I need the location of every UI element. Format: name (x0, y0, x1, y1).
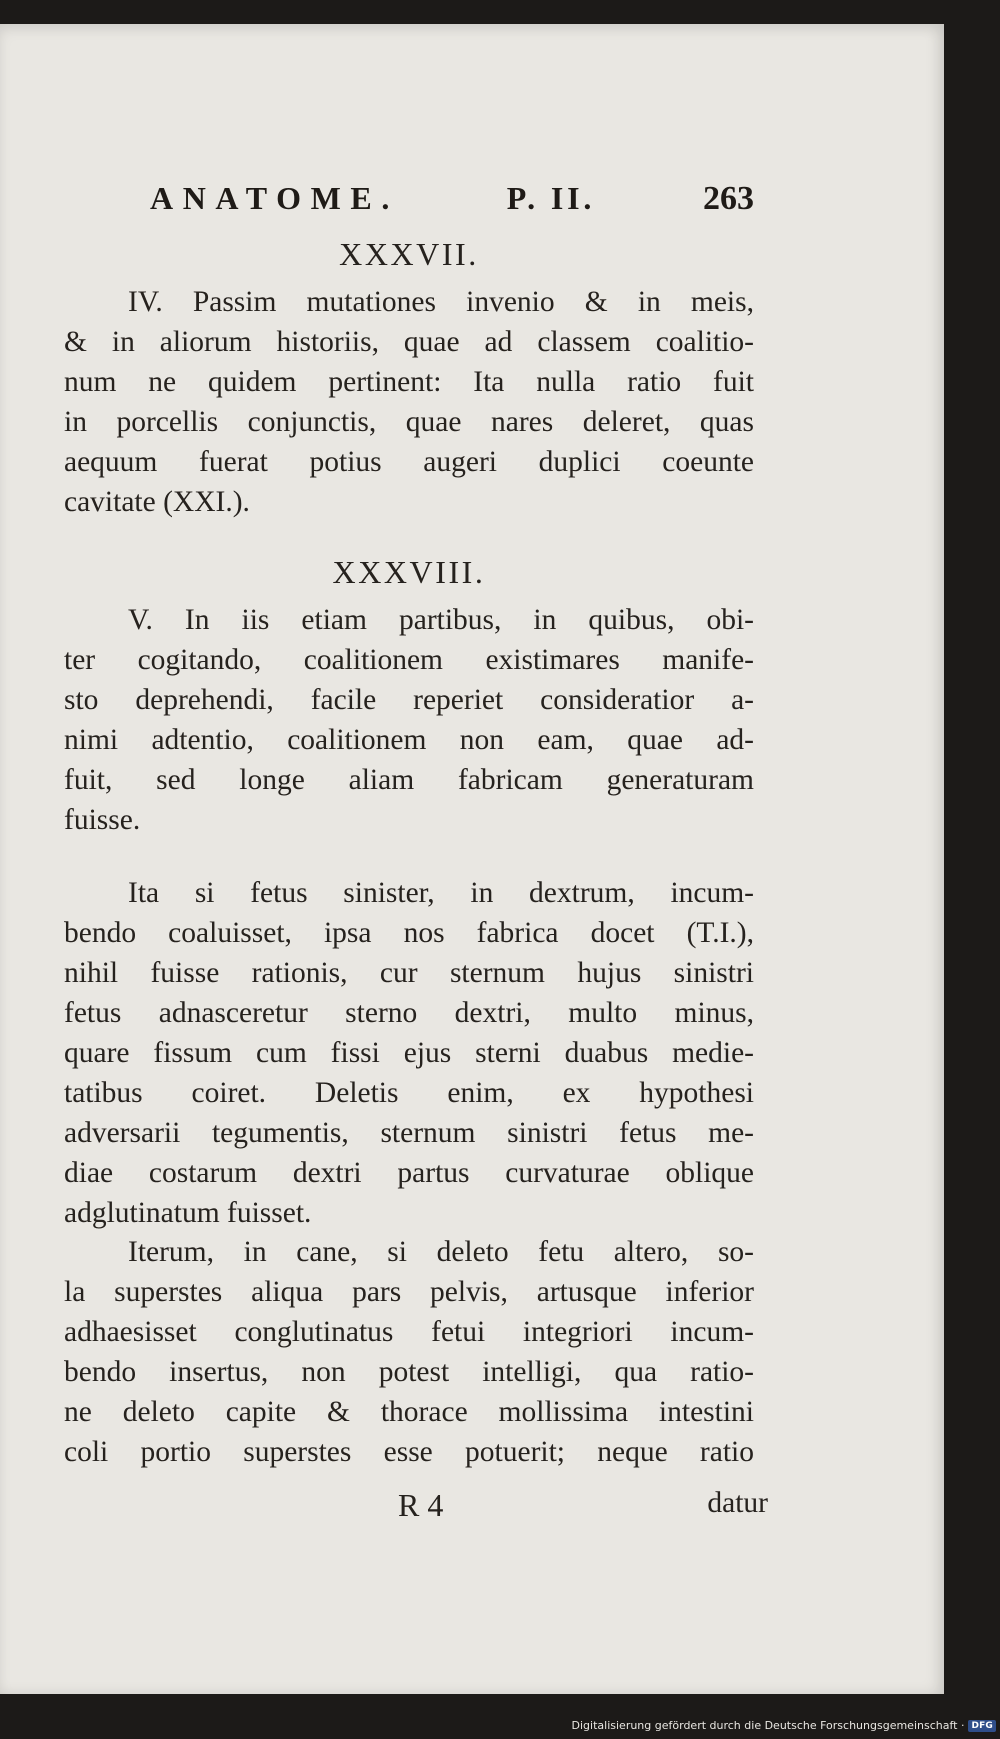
section-heading: XXXVIII. (332, 554, 486, 590)
page-number: 263 (703, 180, 754, 217)
text-line: aequum fuerat potius augeri duplici coeunte (64, 446, 754, 478)
paragraph (64, 600, 754, 840)
digitization-credit (572, 1719, 996, 1732)
text-line: fuit, sed longe aliam fabricam generaturam (64, 764, 754, 796)
text-line: bendo insertus, non potest intelligi, qua ratio- (64, 1356, 754, 1388)
running-title: ANATOME. (150, 180, 399, 216)
text-line: fetus adnasceretur sterno dextri, multo minus, (64, 997, 754, 1029)
text-line: adversarii tegumentis, sternum sinistri fetus me- (64, 1117, 754, 1149)
text-line: quare fissum cum fissi ejus sterni duabus medie- (64, 1037, 754, 1069)
paragraph (64, 282, 754, 522)
text-line: fuisse. (64, 804, 141, 836)
text-line: la superstes aliqua pars pelvis, artusque inferior (64, 1276, 754, 1308)
signature-mark: R 4 (398, 1487, 444, 1523)
catchword: datur (707, 1487, 768, 1519)
text-line: ter cogitando, coalitionem existimares manife- (64, 644, 754, 676)
text-line: IV. Passim mutationes invenio & in meis, (128, 286, 754, 318)
part-number: P. II. (506, 180, 596, 216)
paragraph (64, 873, 754, 1233)
paragraph (64, 1232, 754, 1472)
text-line: tatibus coiret. Deletis enim, ex hypothesi (64, 1077, 754, 1109)
page-footer (398, 1487, 768, 1524)
book-page (0, 24, 944, 1694)
text-line: Iterum, in cane, si deleto fetu altero, so- (128, 1236, 754, 1268)
text-line: adglutinatum fuisset. (64, 1197, 312, 1229)
text-line: V. In iis etiam partibus, in quibus, obi- (128, 604, 754, 636)
section-heading: XXXVII. (339, 236, 479, 272)
text-line: in porcellis conjunctis, quae nares deleret, quas (64, 406, 754, 438)
dfg-logo-icon: DFG (968, 1720, 996, 1732)
text-line: bendo coaluisset, ipsa nos fabrica docet (T.I.), (64, 917, 754, 949)
text-line: sto deprehendi, facile reperiet consideratior a- (64, 684, 754, 716)
text-line: ne deleto capite & thorace mollissima intestini (64, 1396, 754, 1428)
text-line: cavitate (XXI.). (64, 486, 250, 518)
credit-text: Digitalisierung gefördert durch die Deutsche Forschungsgemeinschaft · (571, 1719, 965, 1732)
text-line: coli portio superstes esse potuerit; neque ratio (64, 1436, 754, 1468)
text-line: num ne quidem pertinent: Ita nulla ratio fuit (64, 366, 754, 398)
text-line: & in aliorum historiis, quae ad classem coalitio- (64, 326, 754, 358)
running-header (150, 180, 754, 218)
text-line: nihil fuisse rationis, cur sternum hujus sinistri (64, 957, 754, 989)
text-line: Ita si fetus sinister, in dextrum, incum- (128, 877, 754, 909)
text-line: diae costarum dextri partus curvaturae oblique (64, 1157, 754, 1189)
text-line: adhaesisset conglutinatus fetui integriori incum- (64, 1316, 754, 1348)
text-line: nimi adtentio, coalitionem non eam, quae ad- (64, 724, 754, 756)
